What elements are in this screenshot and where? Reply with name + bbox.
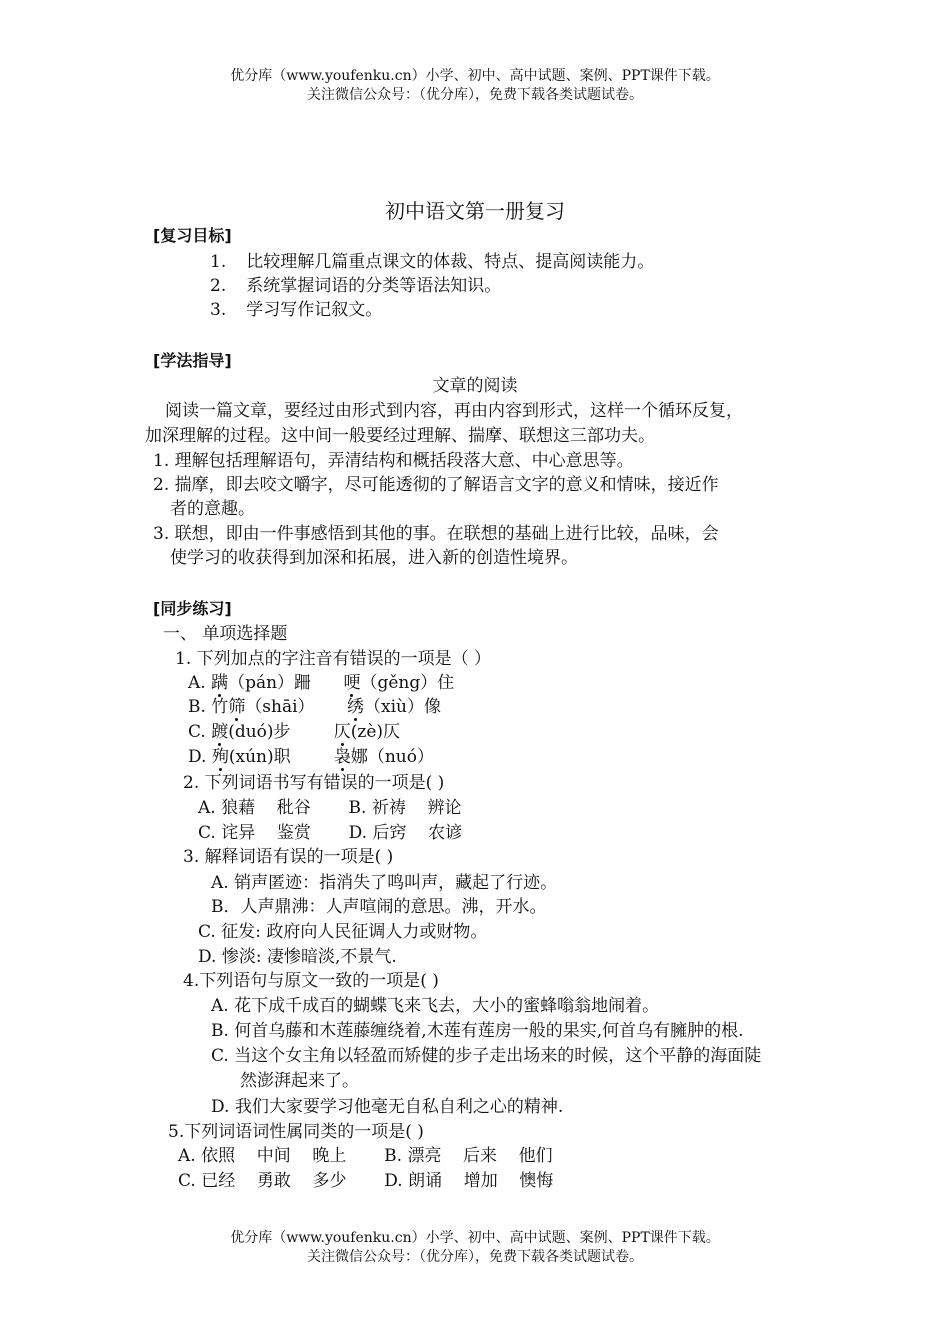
page-footer-line1: 优分库（www.youfenku.cn）小学、初中、高中试题、案例、PPT课件下载。	[230, 1230, 720, 1246]
dotted-char: 仄	[333, 722, 351, 742]
method-point-1: 1. 理解包括理解语句，弄清结构和概括段落大意、中心意思等。	[153, 451, 634, 471]
option-text: A.	[188, 673, 212, 693]
goal-text: 系统掌握词语的分类等语法知识。	[246, 276, 502, 296]
q2-options-ab: A. 狼藉 秕谷 B. 祈祷 辨论	[198, 798, 462, 818]
q1-option-a	[188, 672, 454, 694]
option-text: （shāi）	[245, 697, 347, 717]
page-footer-line2: 关注微信公众号：（优分库），免费下载各类试题试卷。	[307, 1249, 643, 1265]
method-point-3-cont: 使学习的收获得到加深和拓展，进入新的创造性境界。	[170, 548, 578, 568]
q3-stem: 3. 解释词语有误的一项是( )	[183, 847, 394, 867]
q3-option-a: A. 销声匿迹：指消失了鸣叫声，藏起了行迹。	[211, 873, 558, 893]
q5-options-ab: A. 依照 中间 晚上 B. 漂亮 后来 他们	[178, 1146, 553, 1166]
method-paragraph-line1: 阅读一篇文章，要经过由形式到内容，再由内容到形式，这样一个循环反复，	[165, 401, 743, 421]
q1-stem: 1. 下列加点的字注音有错误的一项是（ ）	[175, 649, 492, 669]
q4-option-c-cont: 然澎湃起来了。	[240, 1071, 359, 1091]
method-point-2: 2. 揣摩，即去咬文嚼字，尽可能透彻的了解语言文字的意义和情味，接近作	[153, 475, 719, 495]
dotted-char: 殉	[211, 747, 229, 767]
q3-option-b: B．人声鼎沸：人声喧闹的意思。沸，开水。	[211, 897, 547, 917]
page-header-line1: 优分库（www.youfenku.cn）小学、初中、高中试题、案例、PPT课件下载。	[230, 68, 720, 84]
option-text: （xiù）像	[363, 697, 441, 717]
goal-item-2	[210, 275, 501, 297]
goal-item-1	[210, 251, 654, 273]
goal-text: 比较理解几篇重点课文的体裁、特点、提高阅读能力。	[246, 252, 655, 272]
goal-number: 2.	[210, 276, 227, 296]
q4-stem: 4.下列语句与原文一致的一项是( )	[183, 971, 439, 991]
option-text: (duó)步	[228, 722, 334, 742]
option-text: （pán）跚	[228, 673, 344, 693]
dotted-char: 袅	[333, 747, 351, 767]
dotted-char: 蹒	[211, 673, 229, 693]
option-text: (zè)仄	[350, 722, 401, 742]
method-heading: [学法指导]	[153, 351, 232, 370]
option-text: 娜（nuó）	[350, 747, 434, 767]
q5-options-cd: C. 已经 勇敢 多少 D. 朗诵 增加 懊悔	[178, 1171, 554, 1191]
q4-option-b: B. 何首乌藤和木莲藤缠绕着,木莲有莲房一般的果实,何首乌有臃肿的根.	[211, 1021, 744, 1041]
method-point-2-cont: 者的意趣。	[170, 499, 255, 519]
q4-option-a: A. 花下成千成百的蝴蝶飞来飞去，大小的蜜蜂嗡翁地闹着。	[211, 996, 660, 1016]
goal-text: 学习写作记叙文。	[246, 300, 383, 320]
goals-heading: [复习目标]	[153, 226, 232, 245]
option-text: B. 竹	[188, 697, 229, 717]
q3-option-d: D. 惨淡: 凄惨暗淡,不景气.	[198, 947, 397, 967]
q1-option-d	[188, 746, 434, 768]
goal-item-3	[210, 299, 382, 321]
document-title: 初中语文第一册复习	[385, 199, 565, 223]
dotted-char: 筛	[228, 697, 246, 717]
goal-number: 1.	[210, 252, 227, 272]
option-text: C.	[188, 722, 212, 742]
dotted-char: 绣	[346, 697, 364, 717]
option-text: （gěng）住	[360, 673, 455, 693]
q4-option-c: C. 当这个女主角以轻盈而矫健的步子走出场来的时候，这个平静的海面陡	[211, 1046, 762, 1066]
dotted-char: 哽	[343, 673, 361, 693]
option-text: (xún)职	[228, 747, 334, 767]
method-paragraph-line2: 加深理解的过程。这中间一般要经过理解、揣摩、联想这三部功夫。	[145, 426, 655, 446]
q1-option-b	[188, 696, 441, 718]
option-text: D.	[188, 747, 212, 767]
method-point-3: 3. 联想，即由一件事感悟到其他的事。在联想的基础上进行比较，品味，会	[153, 524, 719, 544]
q4-option-d: D. 我们大家要学习他毫无自私自利之心的精神.	[211, 1097, 564, 1117]
q2-options-cd: C. 诧异 鉴赏 D. 后窍 农谚	[198, 823, 463, 843]
dotted-char: 踱	[211, 722, 229, 742]
practice-section: 一、 单项选择题	[163, 624, 288, 644]
method-subtitle: 文章的阅读	[432, 376, 518, 396]
page-header-line2: 关注微信公众号：（优分库），免费下载各类试题试卷。	[307, 87, 643, 103]
q1-option-c	[188, 721, 400, 743]
q2-stem: 2. 下列词语书写有错误的一项是( )	[183, 773, 445, 793]
q3-option-c: C. 征发: 政府向人民征调人力或财物。	[198, 922, 488, 942]
practice-heading: [同步练习]	[153, 599, 232, 618]
q5-stem: 5.下列词语词性属同类的一项是( )	[168, 1122, 424, 1142]
goal-number: 3.	[210, 300, 227, 320]
